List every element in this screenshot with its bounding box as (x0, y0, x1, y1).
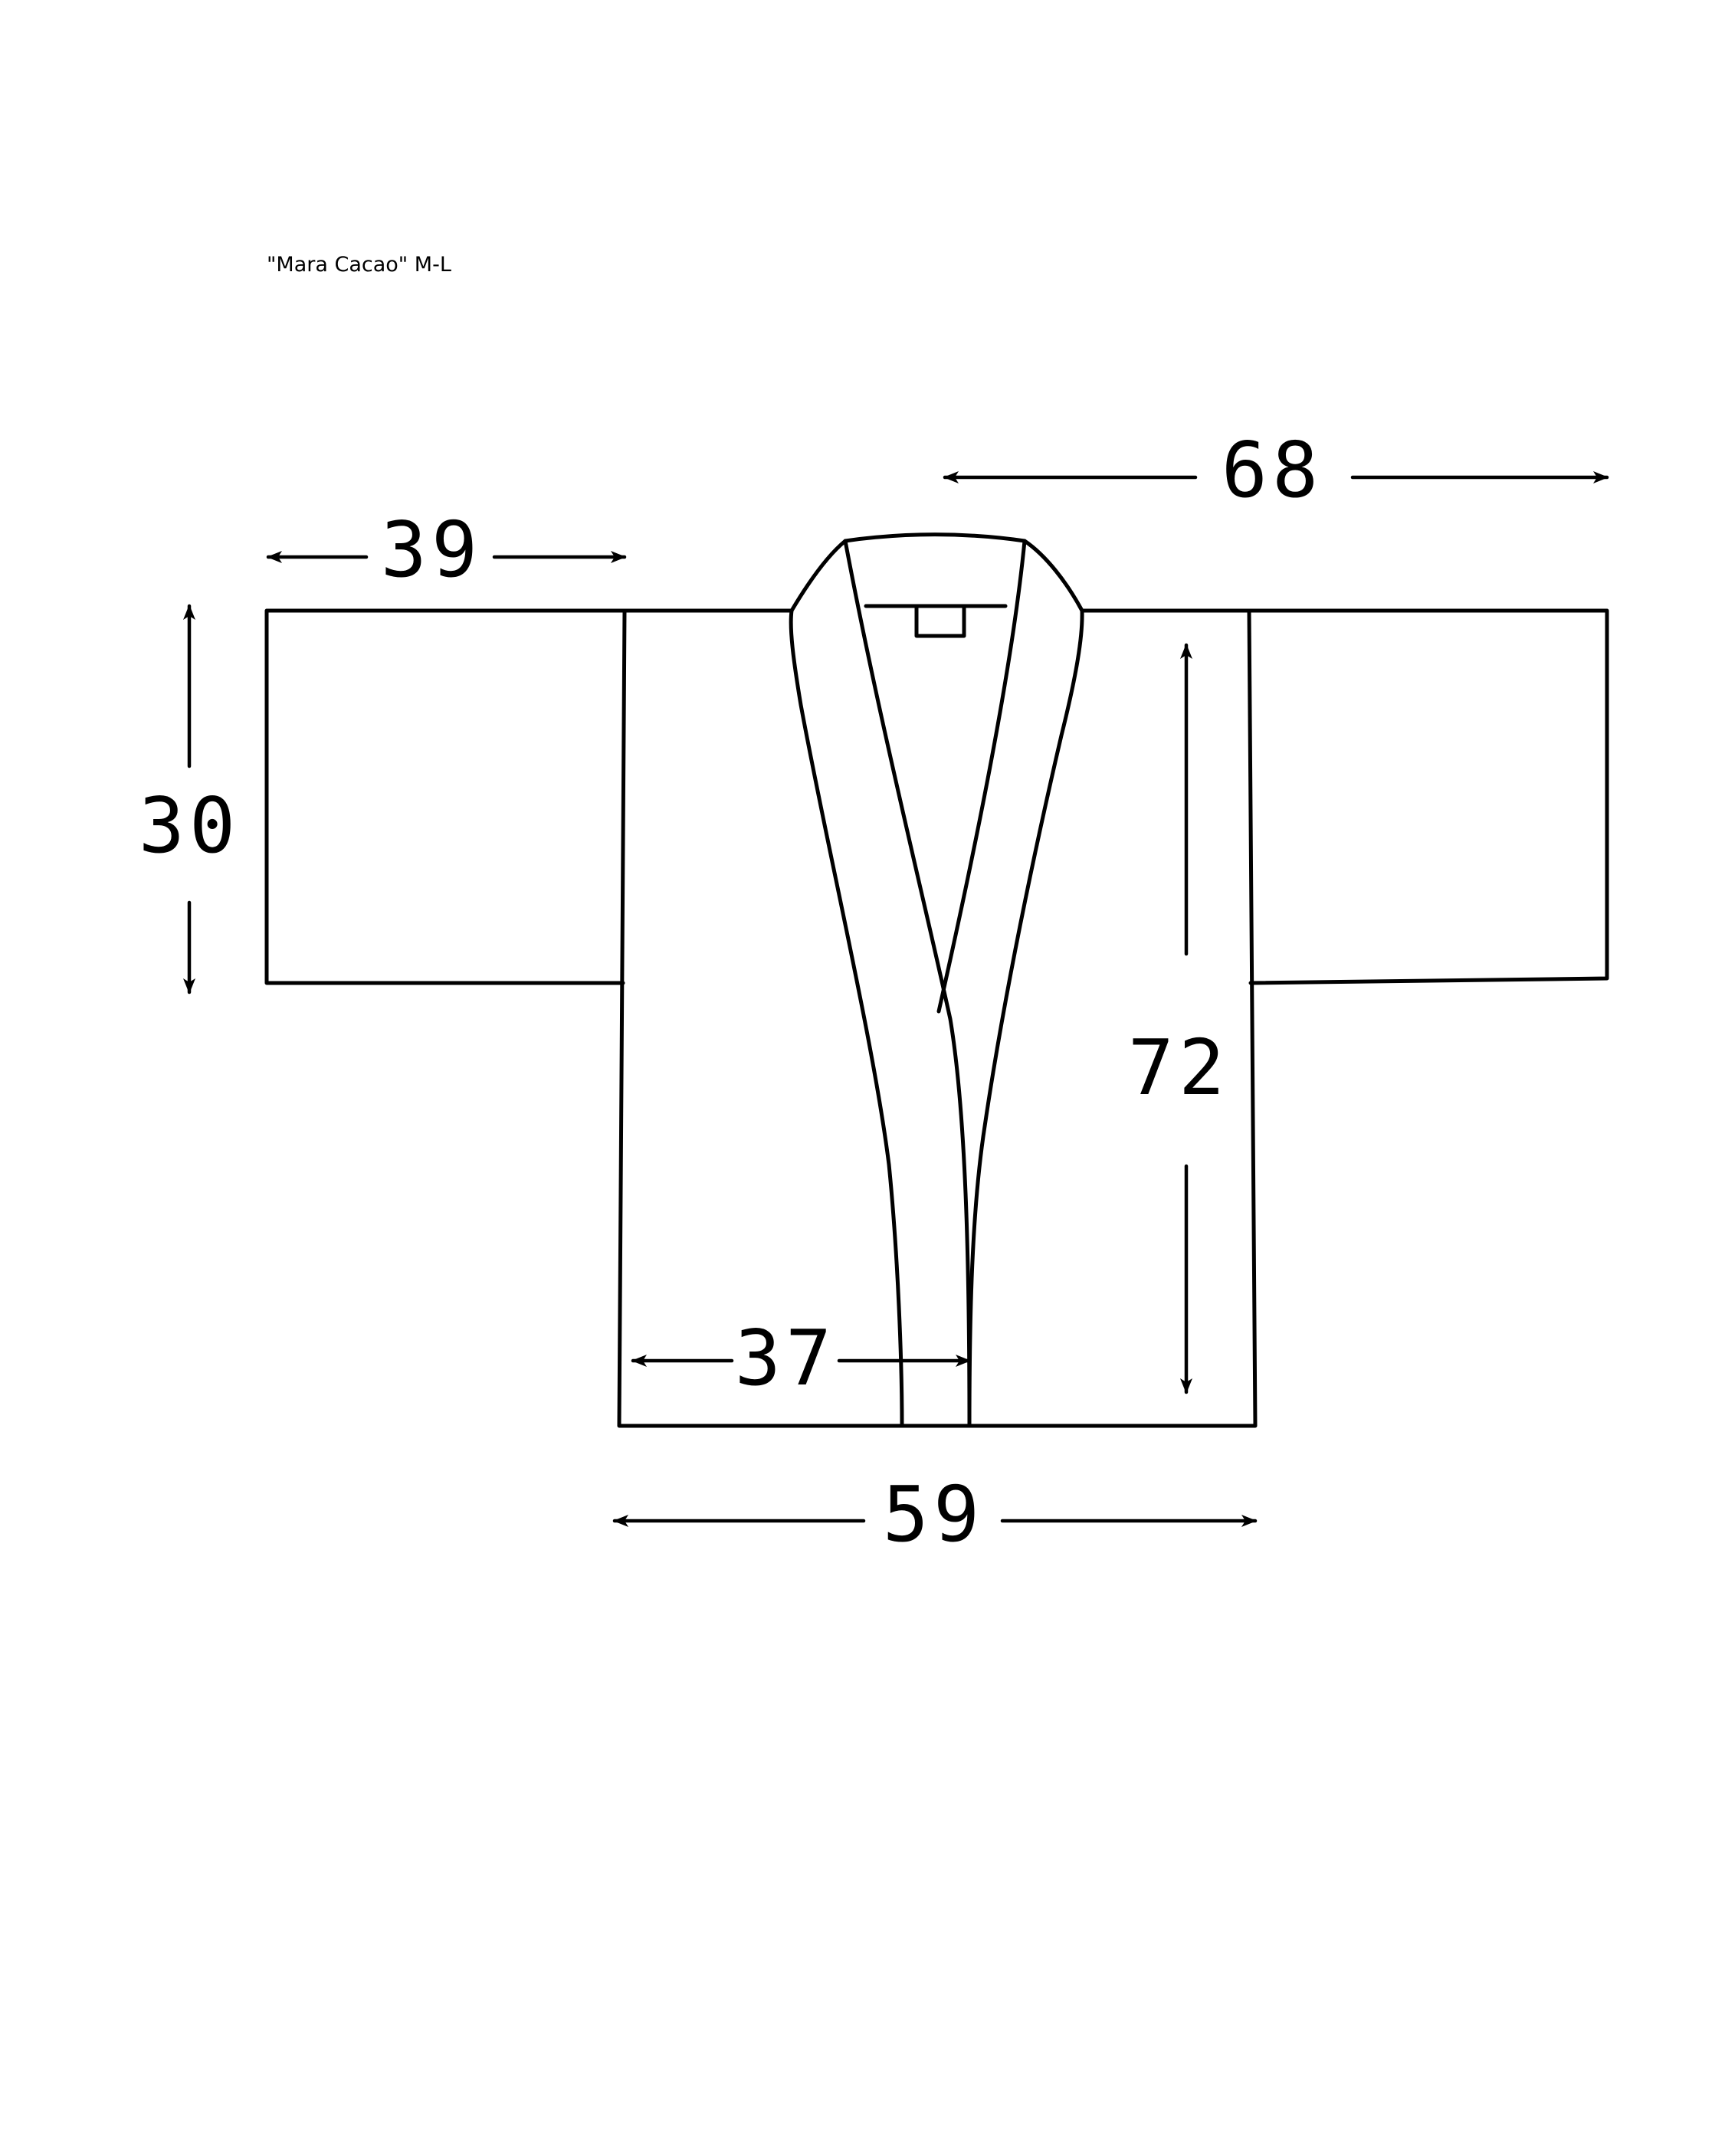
kimono-outline (267, 535, 1607, 1426)
left-sleeve (267, 611, 625, 983)
hem-width-label: 59 (882, 1470, 985, 1559)
diagram-title: "Mara Cacao" M-L (267, 253, 451, 277)
front-panel-width-label: 37 (734, 1313, 837, 1403)
sleeve-width-label: 30 (138, 781, 241, 870)
dimension-half-span (945, 425, 1607, 515)
right-lapel-outer (969, 611, 1082, 1426)
right-sleeve (1249, 611, 1607, 983)
dimension-sleeve-width (139, 606, 240, 992)
sleeve-length-label: 39 (380, 505, 483, 595)
half-span-label: 68 (1221, 425, 1323, 515)
dimension-front-panel-width (633, 1313, 969, 1403)
body-outline (619, 611, 1255, 1426)
dimension-sleeve-length (268, 505, 625, 595)
dimension-hem-width (615, 1470, 1255, 1559)
body-length-label: 72 (1127, 1023, 1230, 1112)
collar-top (792, 535, 1082, 611)
left-lapel-inner (845, 541, 969, 1426)
neck-label (917, 606, 964, 636)
dimension-body-length (1128, 645, 1229, 1392)
right-lapel-inner (939, 541, 1025, 1011)
